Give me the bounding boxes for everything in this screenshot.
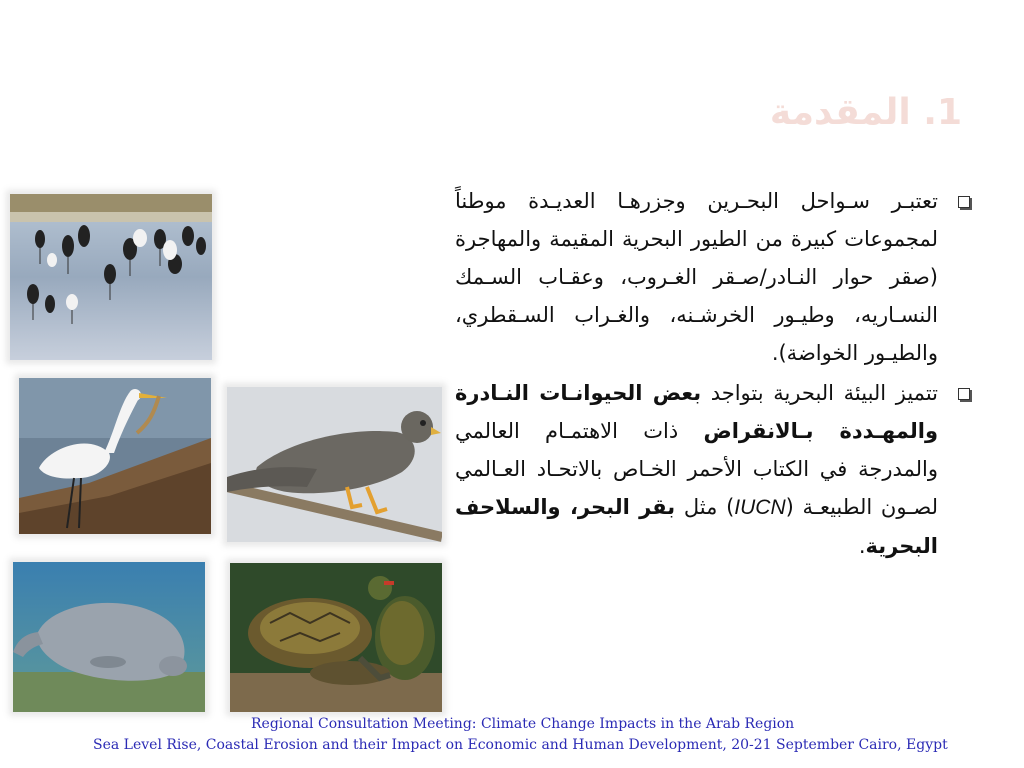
bullet-item-1 <box>455 182 985 372</box>
dugong-photo <box>13 562 205 712</box>
bullet-text-1 <box>455 189 938 365</box>
egret-photo <box>19 378 211 534</box>
bullet-text-segment: بعض الحيوانـات النـادرة والمهـددة بـالانقراض <box>455 381 939 443</box>
falcon-photo <box>227 387 442 542</box>
bullet-item-2 <box>455 374 985 565</box>
bullet-text-2 <box>455 381 938 558</box>
checkbox-bullet-icon <box>958 388 970 400</box>
slide-title: 1. المقدمة <box>769 92 962 133</box>
footer-meeting-title: Regional Consultation Meeting: Climate Change Impacts in the Arab Region <box>251 716 795 732</box>
bullet-text-segment: تعتبـر سـواحل البحـرين وجزرهـا العديـدة موطناً لمجموعات كبيرة من الطيور البحرية المقيمة والمهاجرة (صقر حوار النـادر/صـقر الغـروب، وعقـاب السـمك النسـاريه، وطيـور الخرشـنه، والغـراب السـقطري، والطيـور الخواضة). <box>455 189 938 365</box>
bullet-list <box>455 182 985 565</box>
bullet-text-segment: IUCN <box>734 496 786 519</box>
bullet-text-segment: بقر البحر، والسلاحف البحرية <box>455 495 938 558</box>
bullet-text-segment: . <box>858 534 866 558</box>
checkbox-bullet-icon <box>958 196 970 208</box>
wading-birds-photo <box>10 194 212 360</box>
bullet-text-segment: تتميز البيئة البحرية بتواجد <box>701 381 938 405</box>
bullet-text-segment: ذات الاهتمـام العالمي والمدرجة في الكتاب الأحمر الخـاص بالاتحـاد العـالمي لصـون الطبيعـة ( <box>455 419 938 519</box>
bullet-text-segment: ) مثل <box>675 495 735 519</box>
footer-meeting-subtitle: Sea Level Rise, Coastal Erosion and their Impact on Economic and Human Development, 20-21 September Cairo, Egypt <box>93 737 948 753</box>
turtles-photo <box>230 563 442 712</box>
